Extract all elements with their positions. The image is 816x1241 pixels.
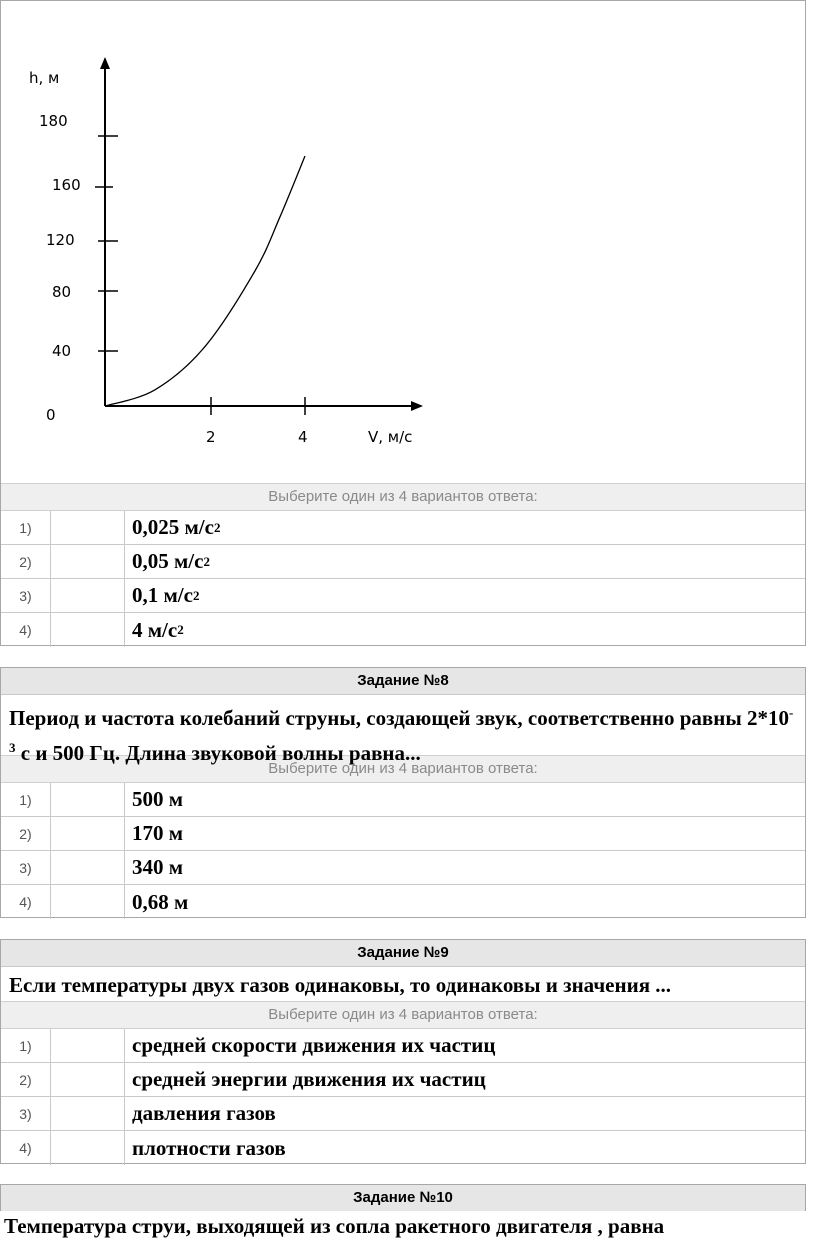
option-checkbox[interactable]: [51, 511, 125, 544]
option-text: 340 м: [132, 855, 184, 879]
option-checkbox[interactable]: [51, 1131, 125, 1165]
option-number: 3): [1, 851, 51, 884]
task10-block: [0, 1184, 806, 1211]
option-text: 0,025 м/с 2: [132, 515, 221, 539]
velocity-height-chart: [1, 1, 807, 484]
option-text: 170 м: [132, 821, 184, 845]
task8-block: [0, 667, 806, 918]
task7-figure-area: [0, 0, 806, 483]
option-checkbox[interactable]: [51, 1097, 125, 1130]
question-text: Температура струи, выходящей из сопла ракетного двигателя , равна: [4, 1214, 665, 1238]
option-checkbox[interactable]: [51, 783, 125, 816]
option-text: 500 м: [132, 787, 184, 811]
option-number: 3): [1, 1097, 51, 1130]
option-text: плотности газов: [132, 1135, 286, 1160]
answer-option[interactable]: [1, 613, 805, 647]
y-tick-label: 40: [52, 342, 72, 360]
answer-option[interactable]: [1, 1029, 805, 1063]
option-checkbox[interactable]: [51, 1063, 125, 1096]
y-tick-label: 80: [52, 283, 72, 301]
task7-answers: [0, 483, 806, 646]
task-title: Задание №9: [1, 940, 805, 967]
option-number: 1): [1, 1029, 51, 1062]
answer-option[interactable]: [1, 579, 805, 613]
answer-prompt: Выберите один из 4 вариантов ответа:: [1, 1001, 805, 1029]
y-tick-label: 180: [39, 112, 68, 130]
option-text: 0,05 м/с 2: [132, 549, 210, 573]
option-checkbox[interactable]: [51, 885, 125, 919]
option-number: 1): [1, 783, 51, 816]
answer-option[interactable]: [1, 545, 805, 579]
option-checkbox[interactable]: [51, 545, 125, 578]
option-checkbox[interactable]: [51, 579, 125, 612]
answer-option[interactable]: [1, 1063, 805, 1097]
option-text: 4 м/с 2: [132, 617, 184, 642]
x-tick-label: 4: [298, 428, 308, 446]
option-number: 3): [1, 579, 51, 612]
answer-prompt: Выберите один из 4 вариантов ответа:: [1, 755, 805, 783]
task-title: Задание №10: [1, 1185, 805, 1211]
option-text: средней скорости движения их частиц: [132, 1033, 496, 1057]
answer-option[interactable]: [1, 817, 805, 851]
origin-label: 0: [46, 406, 56, 424]
option-number: 2): [1, 545, 51, 578]
answer-option[interactable]: [1, 1097, 805, 1131]
series-line: [105, 156, 305, 406]
option-number: 1): [1, 511, 51, 544]
option-number: 2): [1, 817, 51, 850]
task9-block: [0, 939, 806, 1164]
question-text: Если температуры двух газов одинаковы, то одинаковы и значения ...: [9, 973, 672, 997]
option-number: 2): [1, 1063, 51, 1096]
answer-option[interactable]: [1, 1131, 805, 1165]
option-text: средней энергии движения их частиц: [132, 1067, 486, 1091]
option-checkbox[interactable]: [51, 613, 125, 647]
option-checkbox[interactable]: [51, 1029, 125, 1062]
task-title: Задание №8: [1, 668, 805, 695]
option-text: 0,1 м/с 2: [132, 583, 200, 607]
answer-option[interactable]: [1, 511, 805, 545]
option-checkbox[interactable]: [51, 817, 125, 850]
y-tick-label: 160: [52, 176, 81, 194]
option-number: 4): [1, 885, 51, 919]
y-tick-label: 120: [46, 231, 75, 249]
answer-option[interactable]: [1, 885, 805, 919]
option-text: 0,68 м: [132, 889, 189, 914]
option-number: 4): [1, 1131, 51, 1165]
question-text: Период и частота колебаний струны, создающей звук, соответственно равны $2*10^{-3}$ с и 500 Гц. Длина звуковой волны равна...: [9, 705, 794, 765]
y-axis-label: h, м: [29, 69, 60, 87]
answer-prompt: Выберите один из 4 вариантов ответа:: [1, 483, 805, 511]
answer-option[interactable]: [1, 851, 805, 885]
option-checkbox[interactable]: [51, 851, 125, 884]
x-axis-label: V, м/с: [368, 428, 413, 446]
option-number: 4): [1, 613, 51, 647]
option-text: давления газов: [132, 1101, 276, 1125]
answer-option[interactable]: [1, 783, 805, 817]
x-tick-label: 2: [206, 428, 216, 446]
